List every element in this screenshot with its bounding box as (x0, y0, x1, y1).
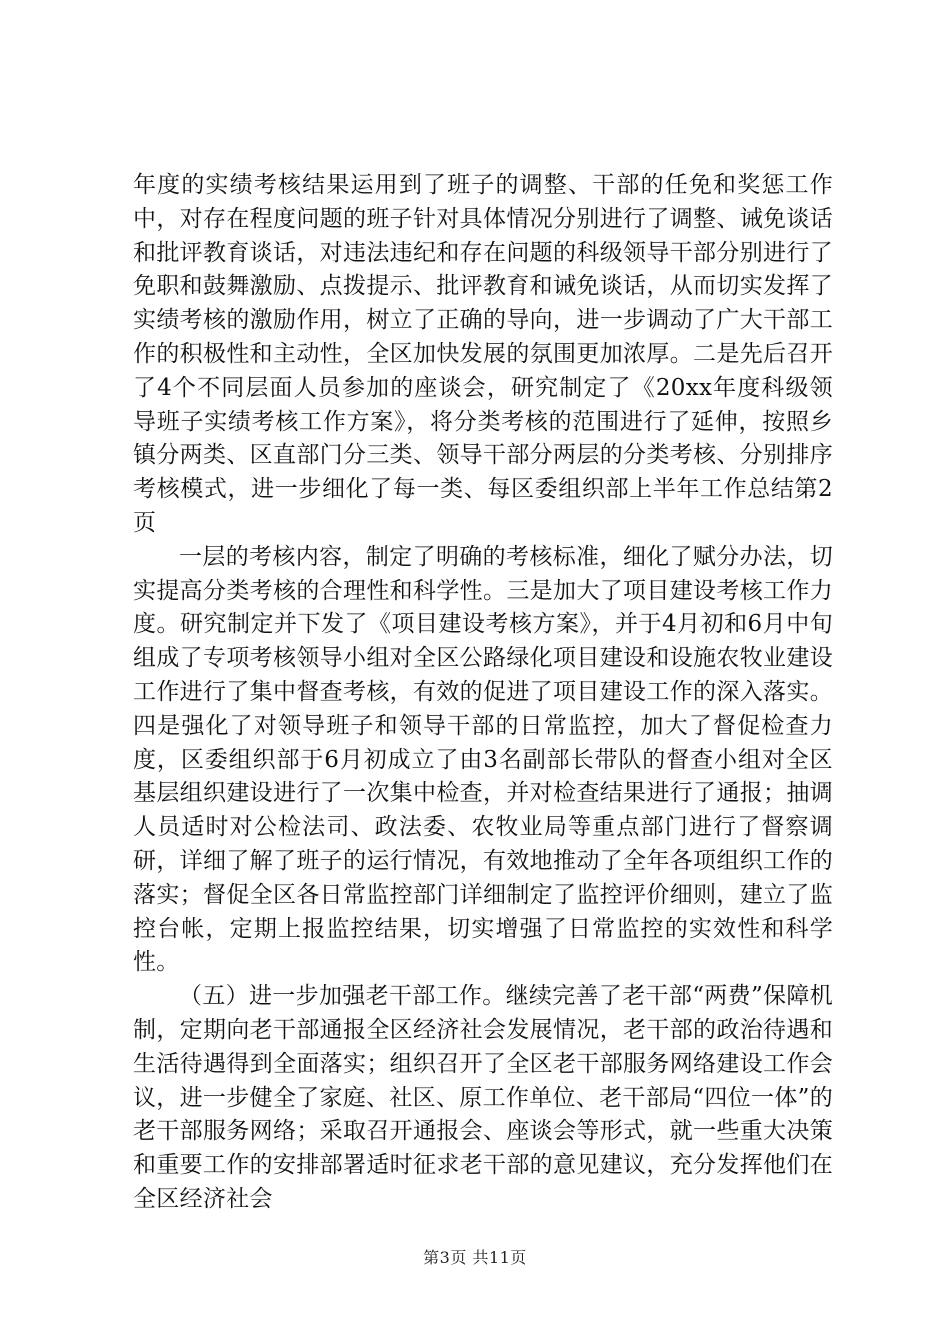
paragraph-continuation: 年度的实绩考核结果运用到了班子的调整、干部的任免和奖惩工作中，对存在程度问题的班子针对具体情况分别进行了调整、诫免谈话和批评教育谈话，对违法违纪和存在问题的科级领导干部分别进行了免职和鼓舞激励、点拨提示、批评教育和诫免谈话，从而切实发挥了实绩考核的激励作用，树立了正确的导向，进一步调动了广大干部工作的积极性和主动性，全区加快发展的氛围更加浓厚。二是先后召开了4个不同层面人员参加的座谈会，研究制定了《20xx年度科级领导班子实绩考核工作方案》，将分类考核的范围进行了延伸，按照乡镇分两类、区直部门分三类、领导干部分两层的分类考核、分别排序考核模式，进一步细化了每一类、每区委组织部上半年工作总结第2页 (133, 172, 833, 536)
paragraph-veteran-cadres: （五）进一步加强老干部工作。继续完善了老干部“两费”保障机制，定期向老干部通报全区经济社会发展情况，老干部的政治待遇和生活待遇得到全面落实；组织召开了全区老干部服务网络建设工作会议，进一步健全了家庭、社区、原工作单位、老干部局“四位一体”的老干部服务网络；采取召开通报会、座谈会等形式，就一些重大决策和重要工作的安排部署适时征求老干部的意见建议，充分发挥他们在全区经济社会 (133, 983, 833, 1212)
paragraph-assessment: 一层的考核内容，制定了明确的考核标准，细化了赋分办法，切实提高分类考核的合理性和科学性。三是加大了项目建设考核工作力度。研究制定并下发了《项目建设考核方案》，并于4月初和6月中旬组成了专项考核领导小组对全区公路绿化项目建设和设施农牧业建设工作进行了集中督查考核，有效的促进了项目建设工作的深入落实。四是强化了对领导班子和领导干部的日常监控，加大了督促检查力度，区委组织部于6月初成立了由3名副部长带队的督查小组对全区基层组织建设进行了一次集中检查，并对检查结果进行了通报；抽调人员适时对公检法司、政法委、农牧业局等重点部门进行了督察调研，详细了解了班子的运行情况，有效地推动了全年各项组织工作的落实；督促全区各日常监控部门详细制定了监控评价细则，建立了监控台帐，定期上报监控结果，切实增强了日常监控的实效性和科学性。 (133, 543, 833, 976)
page-number-footer: 第3页 共11页 (423, 1248, 527, 1267)
document-body (133, 169, 833, 1217)
